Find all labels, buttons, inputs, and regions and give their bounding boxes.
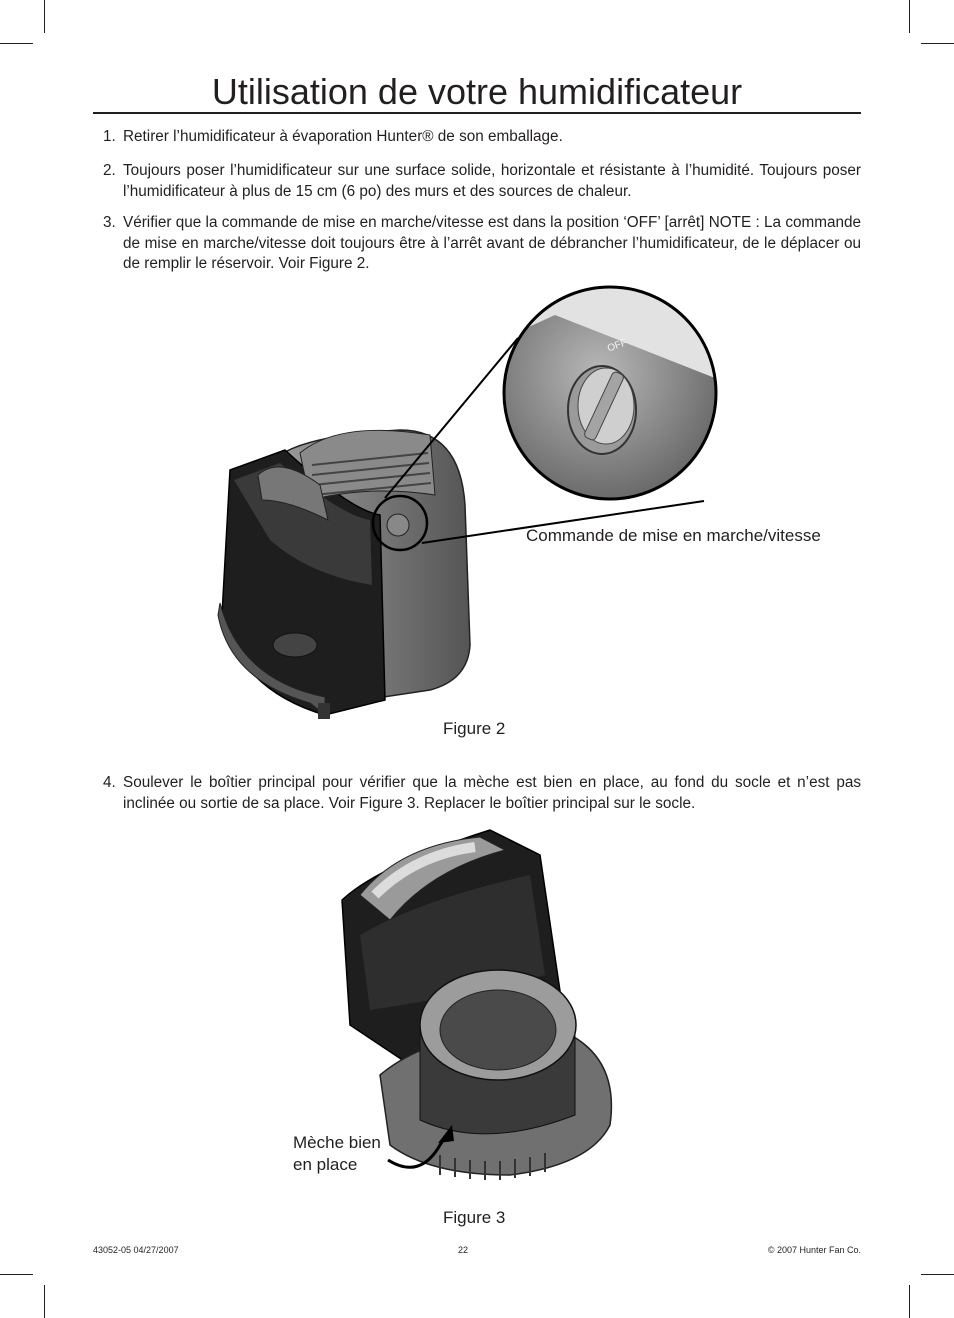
step-text: Retirer l’humidificateur à évaporation Hunter® de son emballage. (123, 128, 563, 145)
crop-mark (0, 1274, 33, 1275)
figure-3-caption: Figure 3 (443, 1208, 506, 1227)
crop-mark (921, 43, 954, 44)
crop-mark (44, 1285, 45, 1318)
step-4 (93, 773, 861, 814)
crop-mark (909, 1285, 910, 1318)
step-text: Soulever le boîtier principal pour vérifier que la mèche est bien en place, au fond du socle et n’est pas inclinée ou sortie de sa place. Voir Figure 3. Replacer le boîtier principal sur le socle. (123, 774, 861, 812)
callout-line: Mèche bien (293, 1133, 381, 1152)
step-number: 4. (103, 774, 116, 791)
crop-mark (0, 43, 33, 44)
crop-mark (921, 1274, 954, 1275)
step-text: Vérifier que la commande de mise en marche/vitesse est dans la position ‘OFF’ [arrêt] NOTE : La commande de mise en marche/vitesse doit toujours être à l’arrêt avant de débrancher l’humidificateur, de le déplacer ou de remplir le réservoir. Voir Figure 2. (123, 214, 861, 272)
crop-mark (44, 0, 45, 33)
footer-page-number: 22 (458, 1245, 469, 1255)
footer-copyright: © 2007 Hunter Fan Co. (767, 1245, 861, 1255)
crop-mark (909, 0, 910, 33)
figure-2-illustration (200, 285, 720, 725)
callout-line: en place (293, 1155, 358, 1174)
step-3 (93, 213, 861, 275)
step-text: Toujours poser l’humidificateur sur une surface solide, horizontale et résistante à l’humidité. Toujours poser l’humidificateur à plus de 15 cm (6 po) des murs et des sources de chaleur. (123, 162, 861, 200)
step-number: 2. (103, 162, 116, 179)
step-number: 3. (103, 214, 116, 231)
figure-2-caption: Figure 2 (443, 719, 506, 738)
title-divider (93, 112, 861, 114)
figure-2-callout: Commande de mise en marche/vitesse (526, 526, 821, 545)
footer-doc-code: 43052-05 04/27/2007 (93, 1245, 179, 1255)
figure-3-callout (293, 1132, 381, 1176)
knob-off-label: OFF (605, 337, 629, 355)
tray-cap (273, 633, 317, 657)
page-title: Utilisation de votre humidificateur (211, 71, 743, 112)
step-number: 1. (103, 128, 116, 145)
step-2 (93, 161, 861, 202)
speed-knob (387, 514, 409, 536)
step-1 (93, 127, 861, 148)
